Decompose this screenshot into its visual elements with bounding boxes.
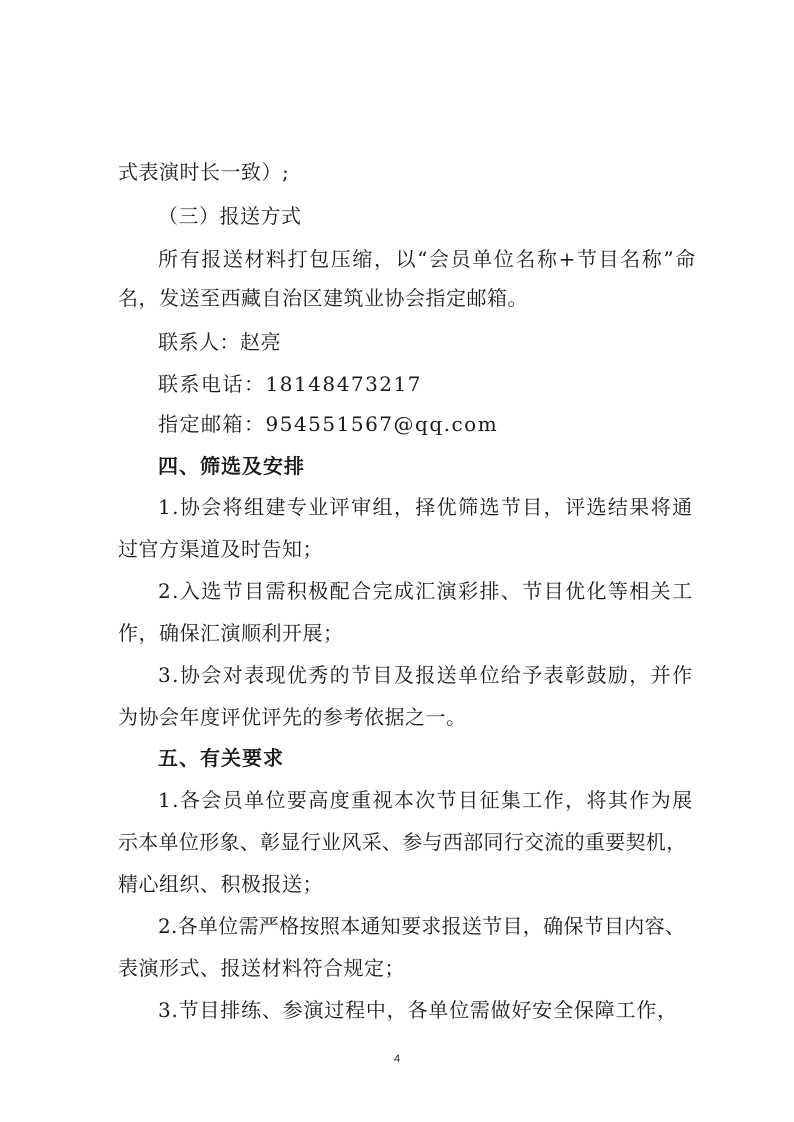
contact-phone: 联系电话：18148473217	[158, 372, 422, 396]
body-text-line: 2.各单位需严格按照本通知要求报送节目，确保节目内容、	[158, 914, 686, 938]
body-text-line: 3.节目排练、参演过程中，各单位需做好安全保障工作，	[158, 998, 678, 1022]
body-text-line: 精心组织、积极报送；	[118, 872, 323, 896]
body-text-line: 1.协会将组建专业评审组，择优筛选节目，评选结果将通	[158, 495, 694, 519]
body-text-line: 过官方渠道及时告知；	[118, 537, 323, 561]
body-text-line: 1.各会员单位要高度重视本次节目征集工作，将其作为展	[158, 788, 694, 812]
body-text-line: 名，发送至西藏自治区建筑业协会指定邮箱。	[118, 286, 528, 310]
designated-email: 指定邮箱：954551567@qq.com	[158, 412, 499, 436]
body-text-line: 表演形式、报送材料符合规定；	[118, 956, 405, 980]
body-text-line: 示本单位形象、彰显行业风采、参与西部同行交流的重要契机，	[118, 830, 687, 854]
body-text-line: 作，确保汇演顺利开展；	[118, 621, 344, 645]
body-text-line: 式表演时长一致）;	[118, 160, 290, 184]
section-heading-requirements: 五、有关要求	[158, 746, 284, 770]
section-heading-screening: 四、筛选及安排	[158, 454, 305, 478]
page-number: 4	[393, 1053, 401, 1065]
contact-person: 联系人：赵亮	[158, 330, 281, 354]
body-text-line-justified	[158, 239, 712, 279]
body-text-line: 为协会年度评优评先的参考依据之一。	[118, 705, 467, 729]
body-text-line: 2.入选节目需积极配合完成汇演彩排、节目优化等相关工	[158, 579, 694, 603]
line-text: 所有报送材料打包压缩，以“会员单位名称+节目名称”命	[158, 247, 697, 271]
body-text-line: 3.协会对表现优秀的节目及报送单位给予表彰鼓励，并作	[158, 663, 694, 687]
subheading-delivery-method: （三）报送方式	[158, 204, 302, 228]
